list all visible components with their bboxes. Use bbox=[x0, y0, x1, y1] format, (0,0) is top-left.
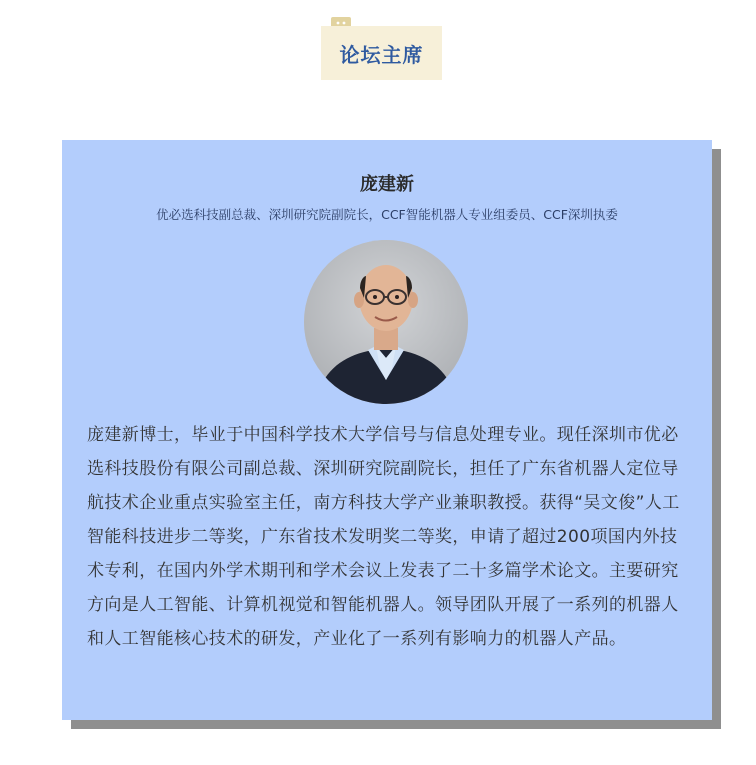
biography-text: 庞建新博士，毕业于中国科学技术大学信号与信息处理专业。现任深圳市优必选科技股份有限公司副总裁、深圳研究院副院长，担任了广东省机器人定位导航技术企业重点实验室主任，南方科技大学产业兼职教授。获得“吴文俊”人工智能科技进步二等奖，广东省技术发明奖二等奖，申请了超过200项国内外技术专利，在国内外学术期刊和学术会议上发表了二十多篇学术论文。主要研究方向是人工智能、计算机视觉和智能机器人。领导团队开展了一系列的机器人和人工智能核心技术的研发，产业化了一系列有影响力的机器人产品。 bbox=[87, 425, 680, 649]
section-header-tag bbox=[321, 26, 442, 80]
portrait-photo bbox=[304, 240, 468, 404]
section-title: 论坛主席 bbox=[339, 42, 424, 67]
person-title: 优必选科技副总裁、深圳研究院副院长，CCF智能机器人专业组委员、CCF深圳执委 bbox=[156, 207, 618, 222]
portrait-illustration bbox=[304, 240, 468, 404]
profile-card bbox=[62, 140, 712, 720]
person-name: 庞建新 bbox=[360, 174, 414, 195]
